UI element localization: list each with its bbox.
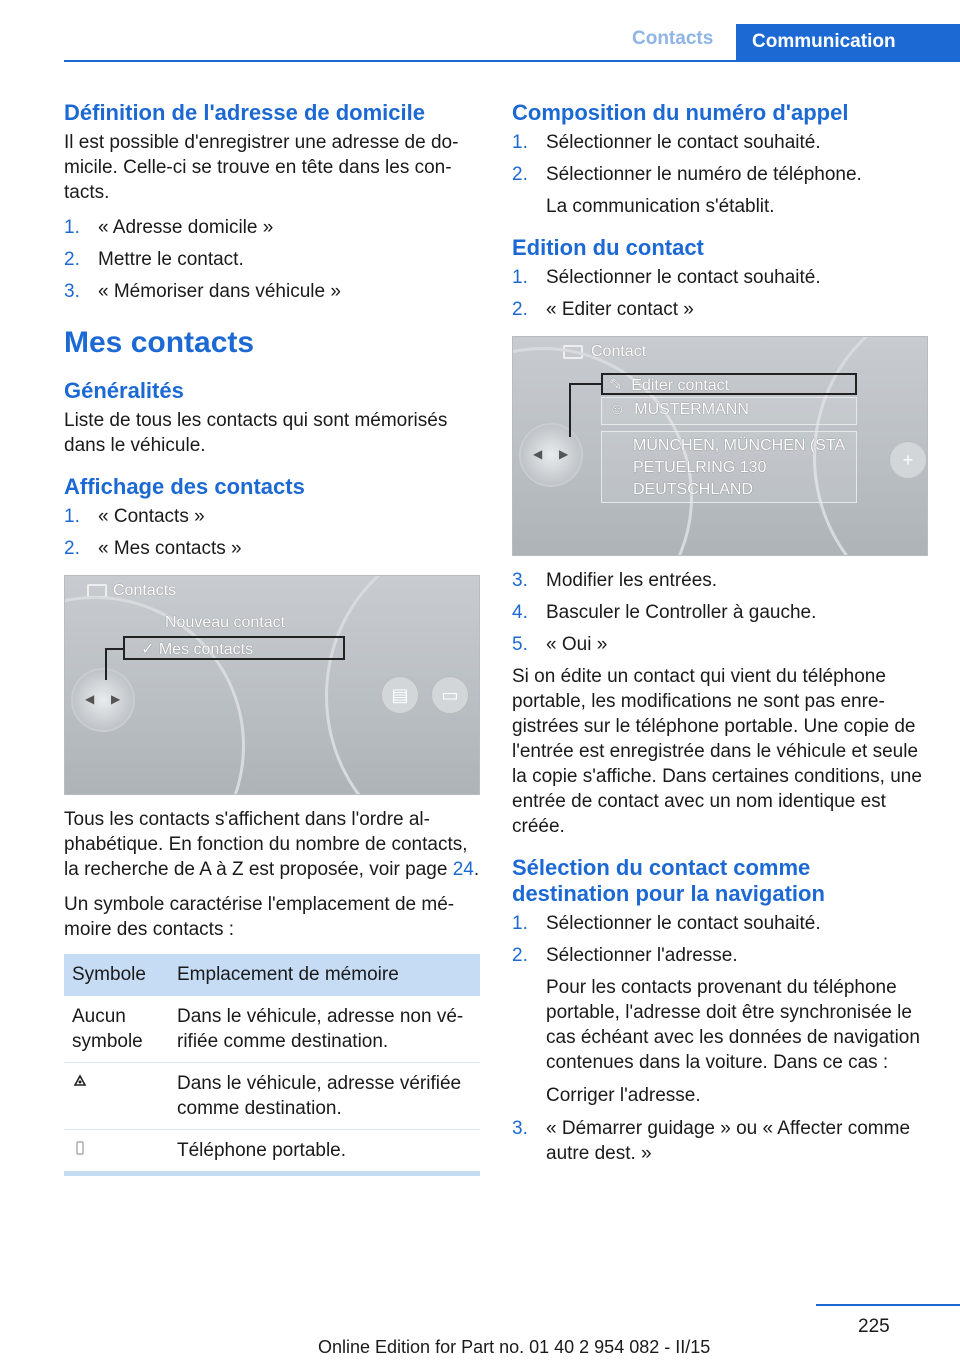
tab-communication[interactable]: Communication — [736, 24, 960, 61]
step-note: Corriger l'adresse. — [546, 1085, 701, 1106]
pointer-line — [105, 648, 107, 680]
list-item: 2. « Editer contact » — [512, 299, 694, 320]
paragraph: Si on édite un contact qui vient du téléphone portable, les modifications ne sont pas enregistrées sur le téléphone portable. Une copie de l'entrée est enregistrée dans le véhicule et seule la copie s'affiche. Dans certaines conditions, une entrée de contact avec un nom identique est créée. — [512, 666, 922, 837]
menu-item-new-contact: Nouveau contact — [165, 614, 286, 631]
header-divider — [64, 60, 960, 62]
section-title-dial-number: Composition du numéro d'appel — [512, 100, 849, 125]
table-cell — [64, 1130, 169, 1174]
steps-display-contacts — [64, 504, 480, 561]
section-title-general: Généralités — [64, 378, 184, 403]
controller-knob-icon: ◀ ▶ — [71, 668, 135, 732]
list-item: 1. « Contacts » — [64, 506, 205, 527]
list-item: 2. Sélectionner l'adresse. — [512, 945, 738, 966]
paragraph: Tous les contacts s'affichent dans l'ordre alphabétique. En fonction du nombre de contacts, la recherche de A à Z est proposée, voir page 24. — [64, 809, 480, 880]
section-title-navigation-destination: Sélection du contact comme destination pour la navigation — [512, 855, 825, 906]
card-icon: ▭ — [431, 676, 469, 714]
table-cell: Dans le véhicule, adresse non vérifiée comme destination. — [169, 996, 480, 1063]
steps-navigation-continued — [512, 1116, 928, 1166]
screen-title: Contacts — [113, 582, 177, 599]
list-item: 3. Modifier les entrées. — [512, 570, 718, 591]
left-column — [64, 100, 480, 1176]
steps-home-address — [64, 215, 480, 304]
notes-icon: ▤ — [381, 676, 419, 714]
list-item: 1. Sélectionner le contact souhaité. — [512, 267, 821, 288]
menu-item-edit-contact: ✎ Editer contact — [609, 377, 730, 394]
add-icon: + — [889, 441, 927, 479]
symbol-table — [64, 954, 480, 1176]
list-item: 2. Sélectionner le numéro de téléphone. — [512, 164, 862, 185]
table-row — [64, 1130, 480, 1174]
table-cell — [64, 1063, 169, 1130]
footer-divider — [816, 1304, 960, 1306]
address-line-1: MÜNCHEN, MÜNCHEN (STA — [633, 437, 846, 454]
address-line-3: DEUTSCHLAND — [633, 481, 754, 498]
controller-knob-icon: ◀ ▶ — [519, 423, 583, 487]
list-item: 1. « Adresse domicile » — [64, 217, 274, 238]
page-header — [0, 0, 960, 62]
chapter-title: Mes contacts — [64, 326, 255, 359]
table-row — [64, 996, 480, 1063]
screenshot-contacts-menu — [64, 575, 480, 795]
table-header: Symbole — [64, 954, 169, 996]
right-column — [512, 100, 928, 1176]
list-item: 3. « Démarrer guidage » ou « Affecter comme autre dest. » — [512, 1118, 911, 1164]
menu-item-name: ☺ MUSTERMANN — [609, 401, 749, 418]
paragraph: Un symbole caractérise l'emplacement de mémoire des contacts : — [64, 894, 455, 940]
list-item: 4. Basculer le Controller à gauche. — [512, 602, 817, 623]
paragraph: Il est possible d'enregistrer une adresse de domicile. Celle-ci se trouve en tête dans les contacts. — [64, 132, 459, 203]
table-header-row — [64, 954, 480, 996]
table-cell: Dans le véhicule, adresse vérifiée comme destination. — [169, 1063, 480, 1130]
table-row — [64, 1063, 480, 1130]
screen-title: Contact — [591, 343, 647, 360]
section-title-home-address: Définition de l'adresse de domicile — [64, 100, 425, 125]
list-item: 5. « Oui » — [512, 634, 608, 655]
list-item: 3. « Mémoriser dans véhicule » — [64, 281, 341, 302]
page-link[interactable]: 24 — [452, 859, 474, 880]
steps-navigation — [512, 911, 928, 968]
list-item: 1. Sélectionner le contact souhaité. — [512, 132, 821, 153]
screenshot-edit-contact — [512, 336, 928, 556]
pointer-line — [569, 383, 603, 385]
steps-edit-contact — [512, 265, 928, 322]
tab-contacts[interactable]: Contacts — [632, 28, 714, 49]
pointer-line — [569, 383, 571, 437]
list-item: 2. Mettre le contact. — [64, 249, 244, 270]
section-title-display-contacts: Affichage des contacts — [64, 474, 305, 499]
step-note: Pour les contacts provenant du téléphone portable, l'adresse doit être synchronisée le cas échéant avec les données de navigation contenues dans la voiture. Dans ce cas : — [546, 977, 920, 1073]
steps-edit-contact-continued — [512, 568, 928, 657]
step-note: La communication s'établit. — [546, 196, 775, 217]
menu-item-my-contacts: ✓ Mes contacts — [141, 641, 254, 658]
table-header: Emplacement de mémoire — [169, 954, 480, 996]
list-item: 2. « Mes contacts » — [64, 538, 242, 559]
table-cell: Téléphone portable. — [169, 1130, 480, 1174]
section-title-edit-contact: Edition du contact — [512, 235, 704, 260]
table-cell: Aucun symbole — [64, 996, 169, 1063]
mobile-phone-icon — [72, 1140, 88, 1156]
edition-text: Online Edition for Part no. 01 40 2 954 082 - II/15 — [318, 1337, 711, 1357]
paragraph: Liste de tous les contacts qui sont mémorisés dans le véhicule. — [64, 410, 448, 456]
page-number: 225 — [858, 1316, 890, 1337]
verified-address-icon — [72, 1073, 88, 1089]
address-line-2: PETUELRING 130 — [633, 459, 767, 476]
pointer-line — [105, 648, 125, 650]
list-item: 1. Sélectionner le contact souhaité. — [512, 913, 821, 934]
steps-dial-number — [512, 130, 928, 187]
